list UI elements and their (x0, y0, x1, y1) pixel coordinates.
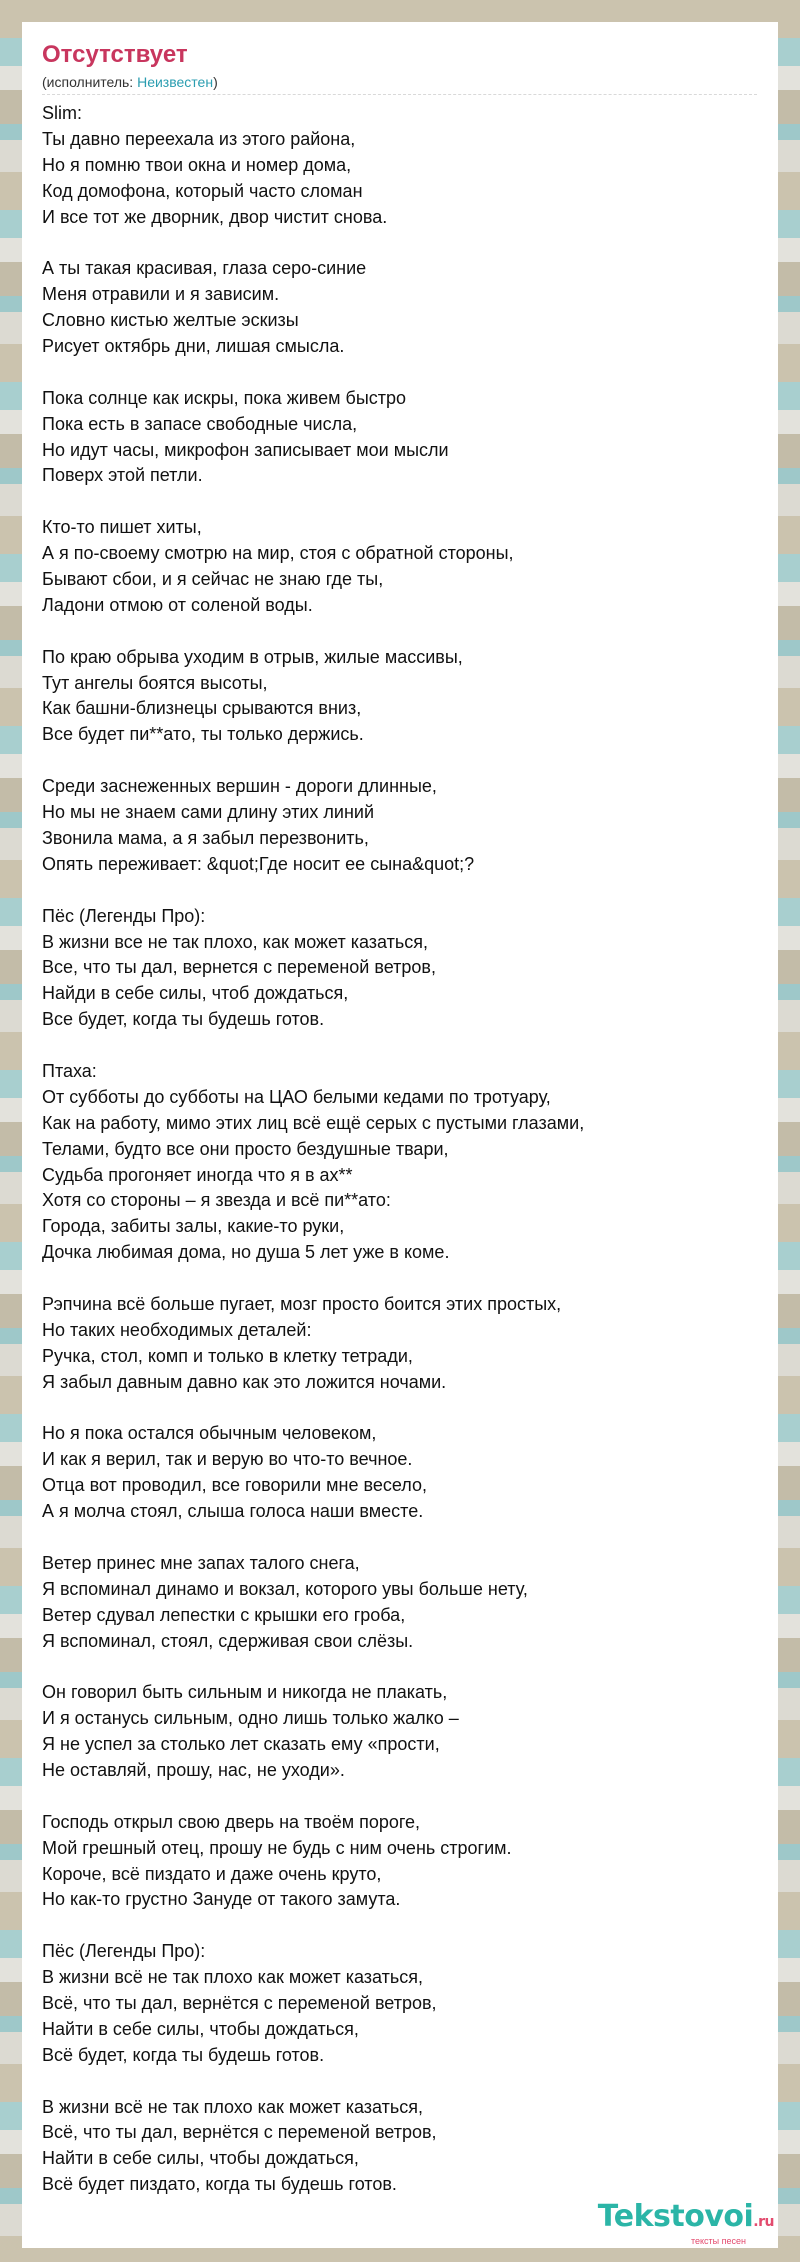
lyric-line: И все тот же дворник, двор чистит снова. (42, 206, 388, 227)
lyric-line: Мой грешный отец, прошу не будь с ним очень строгим. (42, 1837, 512, 1858)
stanza-gap (42, 1654, 778, 1680)
lyric-line: Пока солнце как искры, пока живем быстро (42, 387, 407, 408)
stanza-gap (42, 619, 778, 645)
lyric-line: Slim: (42, 103, 82, 123)
lyric-line: Рисует октябрь дни, лишая смысла. (42, 336, 345, 357)
stanza-gap (42, 1784, 778, 1810)
lyric-line: Как башни-близнецы срываются вниз, (42, 698, 362, 719)
lyric-line: Ветер принес мне запах талого снега, (42, 1552, 360, 1573)
lyric-line: Найди в себе силы, чтоб дождаться, (42, 983, 349, 1004)
lyric-line: Звонила мама, а я забыл перезвонить, (42, 827, 369, 848)
stanza-gap (42, 2069, 778, 2095)
lyric-line: Ручка, стол, комп и только в клетку тетради, (42, 1345, 413, 1366)
lyric-line: Поверх этой петли. (42, 465, 203, 486)
lyric-line: Рэпчина всё больше пугает, мозг просто боится этих простых, (42, 1293, 562, 1314)
lyric-line: Бывают сбои, и я сейчас не знаю где ты, (42, 569, 384, 590)
artist-prefix: (исполнитель: (42, 74, 134, 90)
lyric-line: Птаха: (42, 1060, 97, 1081)
lyric-line: Среди заснеженных вершин - дороги длинные, (42, 776, 437, 797)
lyric-line: Отца вот проводил, все говорили мне весело, (42, 1475, 427, 1496)
lyric-line: Судьба прогоняет иногда что я в ах** (42, 1164, 353, 1185)
lyric-line: Ты давно переехала из этого района, (42, 128, 356, 149)
lyric-line: Короче, всё пиздато и даже очень круто, (42, 1863, 382, 1884)
stanza-gap (42, 1525, 778, 1551)
lyric-line: Всё будет пиздато, когда ты будешь готов. (42, 2174, 397, 2195)
stanza-gap (42, 1396, 778, 1422)
lyric-line: Я вспоминал динамо и вокзал, которого увы больше нету, (42, 1578, 528, 1599)
lyric-line: По краю обрыва уходим в отрыв, жилые массивы, (42, 646, 463, 667)
logo-tagline: тексты песен (690, 2236, 746, 2246)
artist-line (42, 72, 757, 95)
lyric-line: Города, забиты залы, какие-то руки, (42, 1216, 345, 1237)
song-title: Отсутствует (42, 41, 188, 68)
lyric-line: Не оставляй, прошу, нас, не уходи». (42, 1760, 345, 1780)
lyric-line: Тут ангелы боятся высоты, (42, 672, 268, 693)
lyric-line: Словно кистью желтые эскизы (42, 310, 299, 331)
lyric-line: Но таких необходимых деталей: (42, 1319, 312, 1340)
lyric-line: Он говорил быть сильным и никогда не плакать, (42, 1682, 448, 1703)
lyric-line: Но как-то грустно Зануде от такого замута. (42, 1889, 401, 1910)
artist-suffix: ) (213, 74, 218, 90)
lyric-line: Ветер сдувал лепестки с крышки его гроба, (42, 1604, 406, 1625)
lyric-line: Все будет пи**ато, ты только держись. (42, 724, 364, 745)
lyric-line: Пёс (Легенды Про): (42, 1941, 206, 1962)
lyric-line: Но я помню твои окна и номер дома, (42, 154, 352, 175)
stanza-gap (42, 230, 778, 256)
stanza-gap (42, 748, 778, 774)
lyric-line: А я молча стоял, слыша голоса наши вместе. (42, 1501, 424, 1522)
lyric-line: Телами, будто все они просто бездушные твари, (42, 1138, 449, 1159)
lyric-line: Всё, что ты дал, вернётся с переменой ветров, (42, 2122, 437, 2143)
stanza-gap (42, 1266, 778, 1292)
lyric-line: Как на работу, мимо этих лиц всё ещё серых с пустыми глазами, (42, 1112, 585, 1133)
lyric-line: Но мы не знаем сами длину этих линий (42, 802, 375, 823)
lyric-line: В жизни всё не так плохо как может казаться, (42, 2096, 424, 2117)
stanza-gap (42, 360, 778, 386)
stanza-gap (42, 1913, 778, 1939)
lyric-line: Хотя со стороны – я звезда и всё пи**ато: (42, 1190, 391, 1211)
lyric-line: Пока есть в запасе свободные числа, (42, 413, 358, 434)
lyric-line: Но я пока остался обычным человеком, (42, 1423, 377, 1444)
lyric-line: Я не успел за столько лет сказать ему «прости, (42, 1734, 440, 1755)
stanza-gap (42, 1033, 778, 1059)
lyric-line: Все будет, когда ты будешь готов. (42, 1009, 325, 1030)
lyric-line: Я забыл давным давно как это ложится ночами. (42, 1371, 447, 1392)
lyric-line: А ты такая красивая, глаза серо-синие (42, 258, 367, 279)
lyrics-card (22, 22, 778, 2248)
lyric-line: А я по-своему смотрю на мир, стоя с обратной стороны, (42, 543, 514, 564)
lyric-line: Я вспоминал, стоял, сдерживая свои слёзы. (42, 1630, 414, 1651)
lyric-line: Дочка любимая дома, но душа 5 лет уже в коме. (42, 1242, 450, 1263)
lyric-line: Всё будет, когда ты будешь готов. (42, 2044, 325, 2065)
lyric-line: Код домофона, который часто сломан (42, 180, 363, 201)
lyric-line: Опять переживает: &quot;Где носит ее сына&quot;? (42, 853, 475, 874)
stanza-gap (42, 489, 778, 515)
lyrics-body (42, 101, 778, 2198)
artist-link[interactable]: Неизвестен (137, 74, 214, 90)
stanza-gap (42, 878, 778, 904)
lyric-line: Но идут часы, микрофон записывает мои мысли (42, 439, 449, 460)
logo-name: Tekstovoi (597, 2199, 754, 2234)
lyric-line: Всё, что ты дал, вернётся с переменой ветров, (42, 1993, 437, 2014)
lyric-line: Найти в себе силы, чтобы дождаться, (42, 2148, 359, 2169)
lyric-line: И я останусь сильным, одно лишь только жалко – (42, 1708, 459, 1729)
lyric-line: От субботы до субботы на ЦАО белыми кедами по тротуару, (42, 1086, 551, 1107)
lyric-line: Меня отравили и я зависим. (42, 284, 280, 305)
lyric-line: Господь открыл свою дверь на твоём пороге, (42, 1811, 421, 1832)
lyric-line: В жизни все не так плохо, как может казаться, (42, 931, 429, 952)
site-logo[interactable] (598, 2201, 774, 2246)
lyric-line: Найти в себе силы, чтобы дождаться, (42, 2018, 359, 2039)
logo-tld: .ru (753, 2214, 774, 2230)
lyric-line: Кто-то пишет хиты, (42, 517, 202, 538)
lyric-line: В жизни всё не так плохо как может казаться, (42, 1967, 424, 1988)
lyric-line: Пёс (Легенды Про): (42, 905, 206, 926)
lyric-line: Все, что ты дал, вернется с переменой ветров, (42, 957, 436, 978)
lyric-line: Ладони отмою от соленой воды. (42, 594, 313, 615)
lyric-line: И как я верил, так и верую во что-то вечное. (42, 1449, 413, 1470)
